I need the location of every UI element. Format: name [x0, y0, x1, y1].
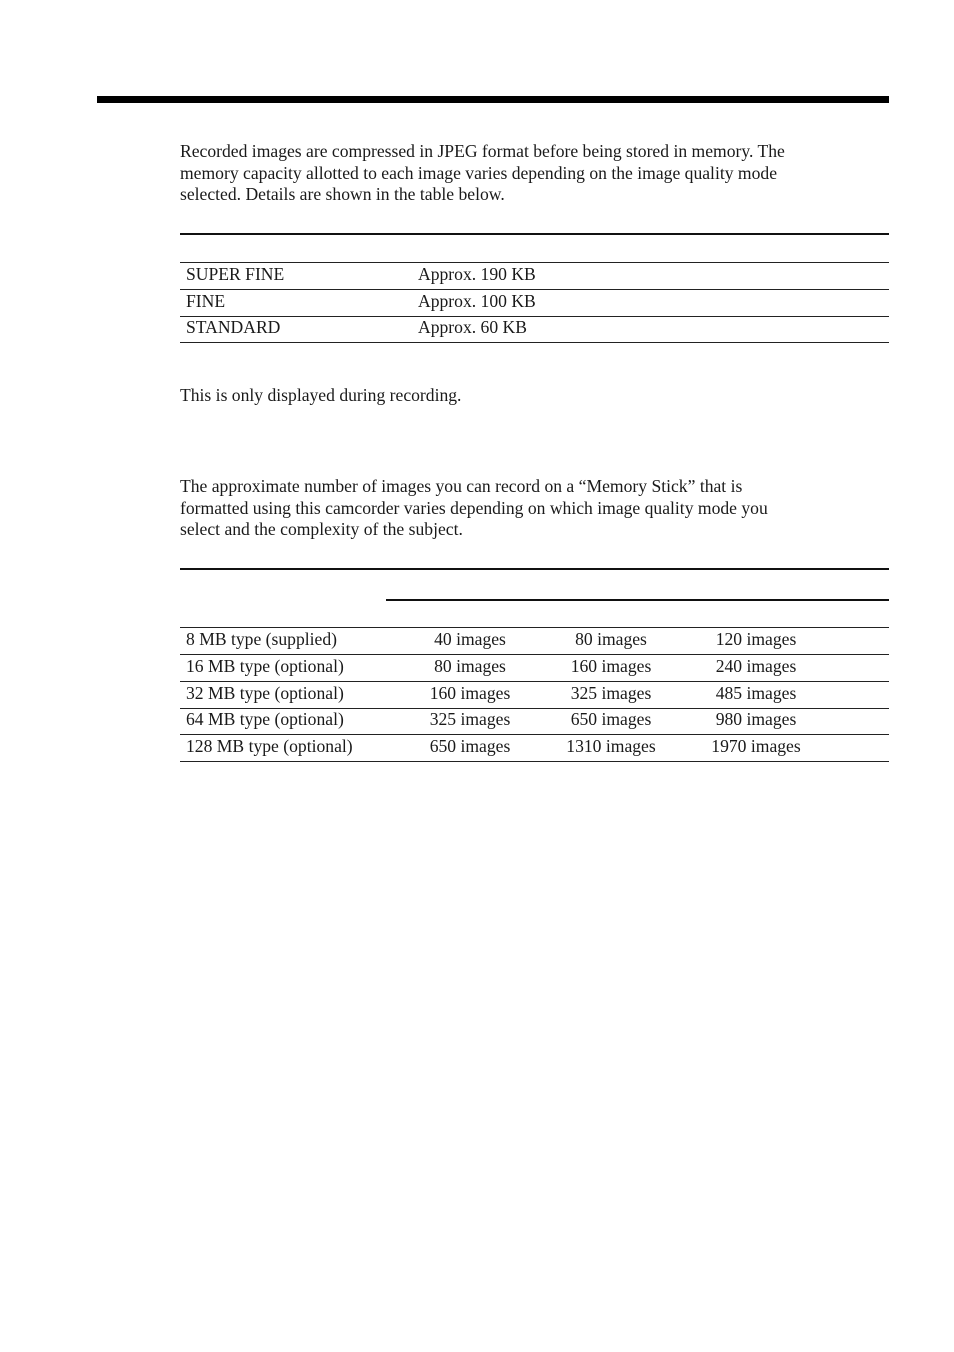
quality-mode-cell: SUPER FINE	[186, 264, 285, 284]
display-note-text: This is only displayed during recording.	[180, 385, 462, 405]
media-type-cell: 128 MB type (optional)	[186, 736, 353, 756]
fine-count-cell: 325 images	[570, 683, 652, 703]
image-size-cell: Approx. 100 KB	[418, 291, 536, 311]
media-type-cell: 16 MB type (optional)	[186, 656, 344, 676]
capacity-line: formatted using this camcorder varies depending on which image quality mode you	[180, 497, 768, 518]
super-fine-count-cell: 650 images	[429, 736, 511, 756]
capacity-line: The approximate number of images you can record on a “Memory Stick” that is	[180, 476, 743, 496]
fine-count-cell: 80 images	[575, 629, 647, 649]
intro-line: selected. Details are shown in the table below.	[180, 184, 505, 204]
image-size-cell: Approx. 190 KB	[418, 264, 536, 284]
table-top-rule	[180, 233, 889, 235]
fine-count-cell: 1310 images	[566, 736, 656, 756]
row-divider	[180, 289, 889, 290]
super-fine-count-cell: 325 images	[429, 709, 511, 729]
table-bottom-rule	[180, 761, 889, 762]
table-bottom-rule	[180, 342, 889, 343]
table-header-rule	[180, 262, 889, 263]
fine-count-cell: 650 images	[570, 709, 652, 729]
media-type-cell: 8 MB type (supplied)	[186, 629, 337, 649]
media-type-cell: 64 MB type (optional)	[186, 709, 344, 729]
table-header-rule	[180, 627, 889, 628]
table-subheader-rule	[386, 599, 889, 601]
fine-count-cell: 160 images	[570, 656, 652, 676]
standard-count-cell: 240 images	[715, 656, 797, 676]
row-divider	[180, 316, 889, 317]
intro-line: memory capacity allotted to each image varies depending on the image quality mode	[180, 162, 778, 183]
header-rule	[97, 96, 889, 103]
standard-count-cell: 120 images	[715, 629, 797, 649]
display-note	[180, 385, 880, 407]
standard-count-cell: 980 images	[715, 709, 797, 729]
row-divider	[180, 734, 889, 735]
capacity-line: select and the complexity of the subject.	[180, 519, 463, 539]
capacity-paragraph	[180, 476, 880, 541]
intro-paragraph	[180, 141, 880, 206]
row-divider	[180, 654, 889, 655]
super-fine-count-cell: 40 images	[434, 629, 506, 649]
image-size-cell: Approx. 60 KB	[418, 317, 527, 337]
standard-count-cell: 1970 images	[711, 736, 801, 756]
table-top-rule	[180, 568, 889, 570]
intro-line: Recorded images are compressed in JPEG format before being stored in memory. The	[180, 141, 785, 161]
standard-count-cell: 485 images	[715, 683, 797, 703]
super-fine-count-cell: 80 images	[434, 656, 506, 676]
quality-mode-cell: STANDARD	[186, 317, 281, 337]
super-fine-count-cell: 160 images	[429, 683, 511, 703]
row-divider	[180, 681, 889, 682]
media-type-cell: 32 MB type (optional)	[186, 683, 344, 703]
quality-mode-cell: FINE	[186, 291, 226, 311]
